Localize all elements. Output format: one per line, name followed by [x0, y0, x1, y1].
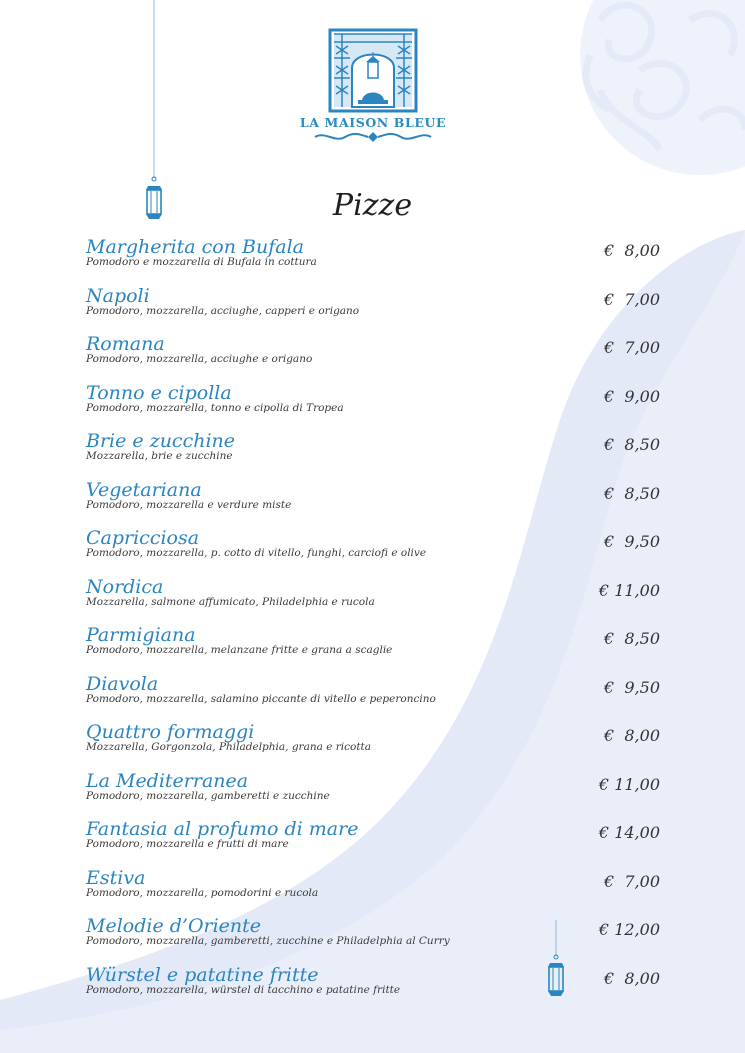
- list-item: [86, 673, 666, 722]
- list-item: [86, 721, 666, 770]
- item-price: € 8,50: [604, 629, 660, 648]
- item-description: Pomodoro, mozzarella e frutti di mare: [86, 838, 289, 850]
- item-description: Pomodoro, mozzarella, tonno e cipolla di Tropea: [86, 401, 344, 414]
- item-description: Pomodoro, mozzarella, p. cotto di vitello, funghi, carciofi e olive: [86, 547, 427, 559]
- item-price: € 8,00: [604, 241, 660, 260]
- list-item: [86, 964, 666, 1013]
- item-name: Parmigiana: [86, 624, 196, 646]
- item-price: € 11,00: [598, 580, 660, 600]
- item-name: Capricciosa: [86, 527, 200, 549]
- list-item: [86, 527, 666, 576]
- arch-logo-icon: [328, 28, 418, 113]
- item-description: Mozzarella, salmone affumicato, Philadelphia e rucola: [86, 595, 375, 608]
- list-item: [86, 576, 666, 625]
- item-name: Tonno e cipolla: [86, 381, 232, 404]
- item-description: Mozzarella, Gorgonzola, Philadelphia, grana e ricotta: [86, 741, 372, 753]
- ornament-swirl-icon: [313, 130, 433, 144]
- item-price: € 14,00: [598, 823, 660, 842]
- item-price: € 9,50: [604, 677, 660, 697]
- list-item: [86, 915, 666, 964]
- item-description: Pomodoro, mozzarella, salamino piccante di vitello e peperoncino: [86, 692, 436, 705]
- list-item: [86, 236, 666, 285]
- item-price: € 7,00: [604, 871, 660, 891]
- item-description: Pomodoro, mozzarella, acciughe e origano: [86, 353, 313, 365]
- brand-logo: [296, 28, 450, 152]
- item-name: Nordica: [86, 575, 164, 598]
- item-name: Romana: [86, 333, 165, 355]
- item-name: La Mediterranea: [86, 769, 249, 792]
- item-description: Pomodoro, mozzarella e verdure miste: [86, 498, 292, 511]
- list-item: [86, 867, 666, 916]
- item-name: Melodie d’Oriente: [86, 915, 262, 937]
- item-name: Brie e zucchine: [86, 430, 236, 452]
- lantern-icon: [544, 920, 568, 1006]
- item-name: Napoli: [86, 284, 150, 307]
- item-description: Pomodoro e mozzarella di Bufala in cottura: [86, 256, 317, 268]
- item-name: Würstel e patatine fritte: [86, 963, 319, 986]
- item-description: Pomodoro, mozzarella, würstel di tacchino e patatine fritte: [86, 983, 401, 996]
- list-item: [86, 382, 666, 431]
- item-name: Vegetariana: [86, 478, 202, 501]
- item-description: Mozzarella, brie e zucchine: [86, 450, 233, 462]
- item-description: Pomodoro, mozzarella, acciughe, capperi e origano: [86, 304, 360, 317]
- item-price: € 7,00: [604, 338, 660, 357]
- list-item: [86, 818, 666, 867]
- item-price: € 12,00: [598, 920, 660, 939]
- item-name: Estiva: [86, 866, 146, 889]
- section-title: Pizze: [332, 188, 413, 223]
- pizza-menu-list: [86, 236, 666, 1012]
- item-description: Pomodoro, mozzarella, gamberetti e zucchine: [86, 789, 330, 802]
- item-description: Pomodoro, mozzarella, melanzane fritte e grana a scaglie: [86, 644, 393, 656]
- item-name: Margherita con Bufala: [86, 236, 304, 258]
- list-item: [86, 285, 666, 334]
- item-name: Quattro formaggi: [86, 721, 255, 743]
- item-description: Pomodoro, mozzarella, gamberetti, zucchine e Philadelphia al Curry: [86, 935, 450, 947]
- brand-name: LA MAISON BLEUE: [299, 115, 447, 130]
- item-price: € 7,00: [604, 289, 660, 309]
- item-price: € 8,50: [604, 435, 660, 454]
- item-price: € 8,50: [604, 483, 660, 503]
- item-name: Diavola: [86, 672, 159, 695]
- list-item: [86, 479, 666, 528]
- item-name: Fantasia al profumo di mare: [86, 818, 359, 840]
- list-item: [86, 624, 666, 673]
- list-item: [86, 430, 666, 479]
- item-description: Pomodoro, mozzarella, pomodorini e rucola: [86, 886, 319, 899]
- item-price: € 8,00: [604, 726, 660, 745]
- list-item: [86, 770, 666, 819]
- item-price: € 8,00: [604, 968, 660, 988]
- item-price: € 9,50: [604, 532, 660, 551]
- list-item: [86, 333, 666, 382]
- item-price: € 11,00: [598, 774, 660, 794]
- item-price: € 9,00: [604, 386, 660, 406]
